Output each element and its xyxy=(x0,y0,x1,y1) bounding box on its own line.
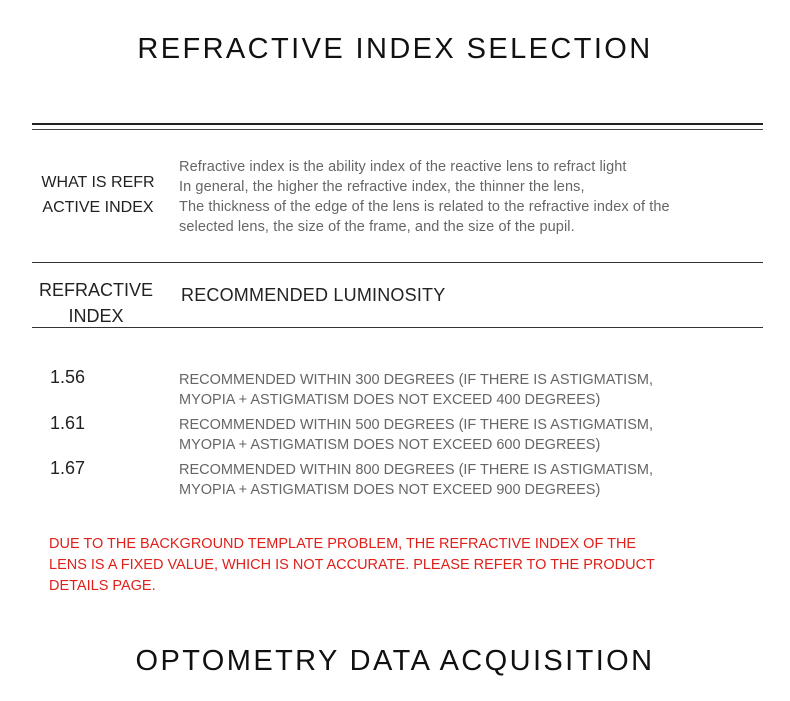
column-header-index-line1: REFRACTIVE xyxy=(38,280,153,300)
row-recommendation xyxy=(179,415,759,455)
section-title: OPTOMETRY DATA ACQUISITION xyxy=(135,645,655,677)
table-header-divider-bottom xyxy=(32,327,763,328)
row-recommendation-line1: RECOMMENDED WITHIN 300 DEGREES (IF THERE IS ASTIGMATISM, xyxy=(179,372,653,388)
description-line: Refractive index is the ability index of the reactive lens to refract light xyxy=(179,159,627,175)
row-recommendation-line2: MYOPIA + ASTIGMATISM DOES NOT EXCEED 400 DEGREES) xyxy=(179,392,601,408)
what-is-label-line2: ACTIVE INDEX xyxy=(42,199,154,216)
row-index-value: 1.67 xyxy=(50,458,86,478)
title-divider-top xyxy=(32,123,763,125)
row-recommendation xyxy=(179,370,759,410)
disclaimer-notice xyxy=(49,534,749,597)
table-header-divider-top xyxy=(32,262,763,263)
row-recommendation-line2: MYOPIA + ASTIGMATISM DOES NOT EXCEED 600 DEGREES) xyxy=(179,437,601,453)
what-is-label xyxy=(32,170,164,220)
notice-line: LENS IS A FIXED VALUE, WHICH IS NOT ACCURATE. PLEASE REFER TO THE PRODUCT xyxy=(49,557,655,573)
row-recommendation xyxy=(179,460,759,500)
notice-line: DETAILS PAGE. xyxy=(49,578,156,594)
row-index-value: 1.56 xyxy=(50,367,86,387)
description-line: selected lens, the size of the frame, and the size of the pupil. xyxy=(179,219,575,235)
column-header-index-line2: INDEX xyxy=(68,306,124,326)
row-index-value: 1.61 xyxy=(50,413,86,433)
page-title: REFRACTIVE INDEX SELECTION xyxy=(137,33,653,65)
row-recommendation-line1: RECOMMENDED WITHIN 500 DEGREES (IF THERE IS ASTIGMATISM, xyxy=(179,417,653,433)
what-is-label-line1: WHAT IS REFR xyxy=(41,174,155,191)
notice-line: DUE TO THE BACKGROUND TEMPLATE PROBLEM, THE REFRACTIVE INDEX OF THE xyxy=(49,536,637,552)
title-divider-bottom xyxy=(32,129,763,130)
column-header-luminosity: RECOMMENDED LUMINOSITY xyxy=(181,285,446,305)
column-header-index xyxy=(30,277,162,329)
what-is-description xyxy=(179,157,759,237)
description-line: The thickness of the edge of the lens is related to the refractive index of the xyxy=(179,199,670,215)
row-recommendation-line2: MYOPIA + ASTIGMATISM DOES NOT EXCEED 900 DEGREES) xyxy=(179,482,601,498)
description-line: In general, the higher the refractive index, the thinner the lens, xyxy=(179,179,585,195)
row-recommendation-line1: RECOMMENDED WITHIN 800 DEGREES (IF THERE IS ASTIGMATISM, xyxy=(179,462,653,478)
